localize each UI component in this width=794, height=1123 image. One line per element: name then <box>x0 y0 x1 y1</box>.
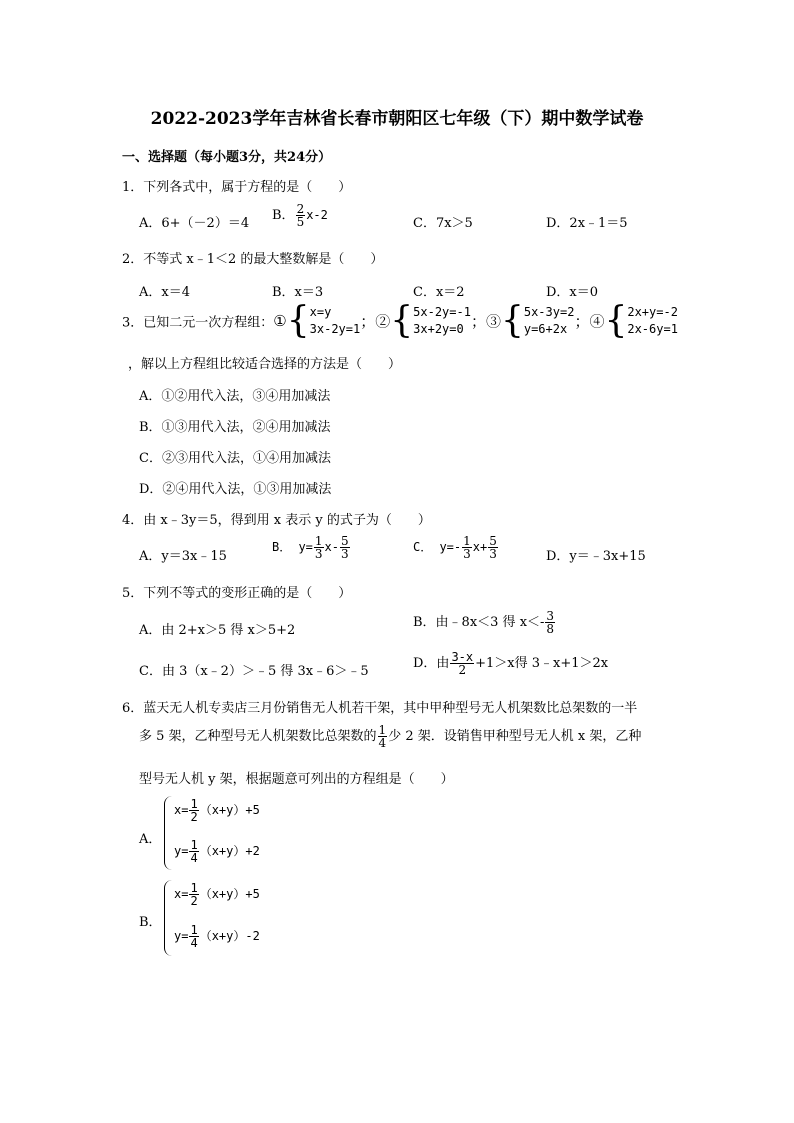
question-6-line-3: 型号无人机 y 架，根据题意可列出的方程组是（ ） <box>139 772 454 787</box>
q6-option-a-label: A． <box>139 832 162 847</box>
q3-option-d: D．②④用代入法，①③用加减法 <box>139 482 332 497</box>
question-3-stem-cont: ，解以上方程组比较适合选择的方法是（ ） <box>128 357 402 372</box>
q1-option-d: D．2x﹣1＝5 <box>546 216 628 231</box>
question-3-stem: 3．已知二元一次方程组：①{ x=y 3x-2y=1 ；②{ 5x-2y=-1 3x+2y=0 ；③{ 5x-3y=2 y=6+2x ；④{ 2x+y=-2 2x-6y=1 <box>122 300 678 341</box>
question-6-line-2: 多 5 架，乙种型号无人机架数比总架数的 $\frac{1}{4}$ 少 2 架．设销售甲种型号无人机 x 架，乙种 <box>139 723 642 750</box>
q6-option-a-eq-1: x= $\frac{1}{2}$ （x+y）+5 <box>174 797 260 824</box>
q1-option-c: C．7x＞5 <box>413 216 473 231</box>
q4-option-d: D．y＝﹣3x+15 <box>546 549 646 564</box>
brace <box>164 796 173 870</box>
q3-option-b: B．①③用代入法，②④用加减法 <box>139 420 331 435</box>
q4-option-b: B． y= $\frac{1}{3}$ x- $\frac{5}{3}$ <box>272 534 349 561</box>
brace <box>164 880 173 956</box>
q1-option-b: B． $\frac{2}{5}$ x-2 <box>272 202 328 229</box>
q5-option-a: A．由 2+x＞5 得 x＞5+2 <box>139 623 296 638</box>
q3-option-a: A．①②用代入法，③④用加减法 <box>139 389 331 404</box>
page-title: 2022-2023学年吉林省长春市朝阳区七年级（下）期中数学试卷 <box>150 109 644 129</box>
q6-option-b-eq-1: x= $\frac{1}{2}$ （x+y）+5 <box>174 881 260 908</box>
section-heading: 一、选择题（每小题3分，共24分） <box>122 150 332 165</box>
q2-option-a: A．x＝4 <box>139 285 190 300</box>
q5-option-c: C．由 3（x﹣2）＞﹣5 得 3x﹣6＞﹣5 <box>139 664 369 679</box>
q1-option-a: A．6+（－2）＝4 <box>139 216 250 231</box>
question-2-stem: 2．不等式 x﹣1＜2 的最大整数解是（ ） <box>122 252 384 267</box>
q6-option-b-eq-2: y= $\frac{1}{4}$ （x+y）-2 <box>174 923 260 950</box>
q5-option-b: B．由﹣8x＜3 得 x＜- $\frac{3}{8}$ <box>413 609 555 636</box>
q5-option-d: D．由 $\frac{3-x}{2}$ +1＞x得 3﹣x+1＞2x <box>413 650 609 677</box>
q4-option-c: C． y=- $\frac{1}{3}$ x+ $\frac{5}{3}$ <box>413 534 497 561</box>
q6-option-a-eq-2: y= $\frac{1}{4}$ （x+y）+2 <box>174 838 260 865</box>
q2-option-b: B．x＝3 <box>272 285 324 300</box>
question-4-stem: 4．由 x﹣3y＝5，得到用 x 表示 y 的式子为（ ） <box>122 513 431 528</box>
q2-option-c: C．x＝2 <box>413 285 465 300</box>
question-1-stem: 1．下列各式中，属于方程的是（ ） <box>122 180 352 195</box>
question-5-stem: 5．下列不等式的变形正确的是（ ） <box>122 586 352 601</box>
q4-option-a: A．y＝3x﹣15 <box>139 549 227 564</box>
q3-option-c: C．②③用代入法，①④用加减法 <box>139 451 331 466</box>
q6-option-b-label: B． <box>139 915 162 930</box>
q2-option-d: D．x＝0 <box>546 285 599 300</box>
question-6-line-1: 6．蓝天无人机专卖店三月份销售无人机若干架，其中甲种型号无人机架数比总架数的一半 <box>122 701 638 716</box>
